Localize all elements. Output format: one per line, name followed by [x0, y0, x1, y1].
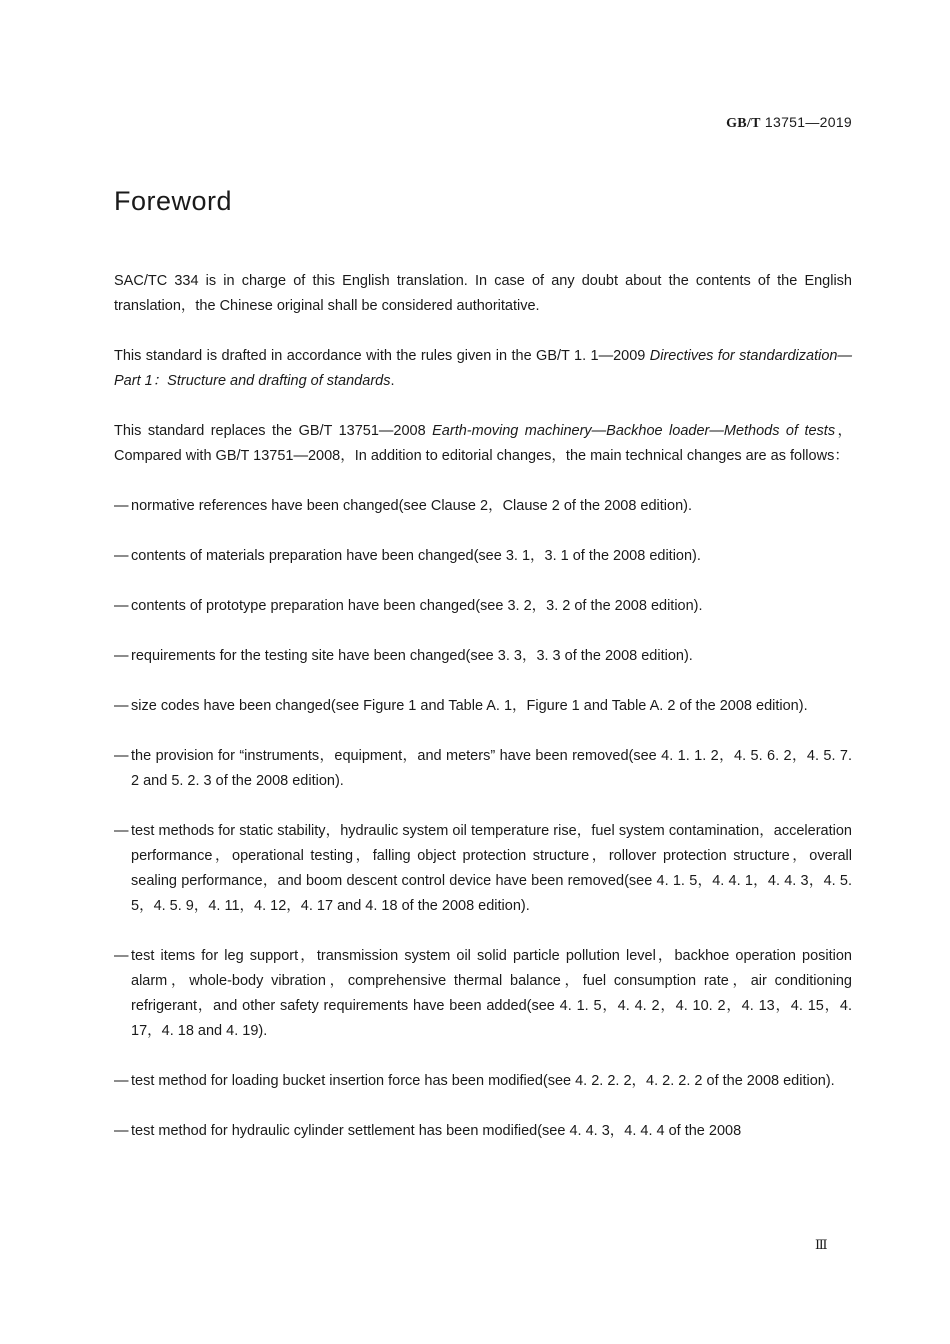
list-item-text: the provision for “instruments，equipment，and meters” have been removed(see 4. 1. 1. 2，4. 5. 6. 2，4. 5. 7. 2 and 5. 2. 3 of the 2008 edition).	[131, 748, 852, 789]
drafting-rules-text: This standard is drafted in accordance with the rules given in the GB/T 1. 1—2009	[114, 348, 650, 364]
list-dash: —	[114, 1123, 129, 1139]
page-title: Foreword	[114, 186, 233, 216]
list-item	[114, 744, 852, 794]
foreword-body	[114, 269, 852, 1144]
list-dash: —	[114, 748, 129, 764]
list-item	[114, 644, 852, 669]
translation-note-paragraph: SAC/TC 334 is in charge of this English translation. In case of any doubt about the contents of the English translation，the Chinese original shall be considered authoritative.	[114, 273, 852, 314]
list-dash: —	[114, 948, 129, 964]
list-item	[114, 494, 852, 519]
list-item-text: test methods for static stability，hydraulic system oil temperature rise，fuel system contamination，acceleration performance，operational testing，falling object protection structure，rollover protection structure，overall sealing performance，and boom descent control device have been removed(see 4. 1. 5，4. 4. 1，4. 4. 3，4. 5. 5，4. 5. 9，4. 11，4. 12，4. 17 and 4. 18 of the 2008 edition).	[131, 823, 852, 914]
list-item-text: size codes have been changed(see Figure 1 and Table A. 1，Figure 1 and Table A. 2 of the 2008 edition).	[131, 698, 808, 714]
standard-code-number: 13751—2019	[764, 114, 852, 130]
list-dash: —	[114, 698, 129, 714]
list-item-text: contents of prototype preparation have been changed(see 3. 2，3. 2 of the 2008 edition).	[131, 598, 703, 614]
list-item-text: contents of materials preparation have been changed(see 3. 1，3. 1 of the 2008 edition).	[131, 548, 701, 564]
drafting-rules-reference-title: Directives for standardization—Part 1：Structure and drafting of standards	[114, 348, 852, 389]
replacement-text: This standard replaces the GB/T 13751—2008	[114, 423, 433, 439]
list-item	[114, 1119, 852, 1144]
list-item	[114, 1069, 852, 1094]
replacement-paragraph	[114, 419, 852, 469]
standard-code-prefix: GB/T	[726, 116, 761, 131]
list-dash: —	[114, 1073, 129, 1089]
list-item	[114, 694, 852, 719]
drafting-rules-paragraph	[114, 344, 852, 394]
standard-code	[726, 114, 852, 132]
list-item	[114, 819, 852, 919]
list-item-text: normative references have been changed(see Clause 2，Clause 2 of the 2008 edition).	[131, 498, 693, 514]
list-item	[114, 594, 852, 619]
list-dash: —	[114, 823, 129, 839]
replacement-text-continued: ，Compared with GB/T 13751—2008，In addition to editorial changes，the main technical changes are as follows：	[114, 423, 853, 464]
list-dash: —	[114, 598, 129, 614]
list-item-text: test items for leg support，transmission system oil solid particle pollution level，backhoe operation position alarm，whole-body vibration，comprehensive thermal balance，fuel consumption rate，air conditioning refrigerant，and other safety requirements have been added(see 4. 1. 5，4. 4. 2，4. 10. 2，4. 13，4. 15，4. 17，4. 18 and 4. 19).	[131, 948, 852, 1039]
page-number: Ⅲ	[815, 1237, 828, 1252]
list-item-text: test method for hydraulic cylinder settlement has been modified(see 4. 4. 3，4. 4. 4 of the 2008	[131, 1123, 742, 1139]
list-item-text: requirements for the testing site have been changed(see 3. 3，3. 3 of the 2008 edition).	[131, 648, 693, 664]
list-item	[114, 944, 852, 1044]
list-item-text: test method for loading bucket insertion force has been modified(see 4. 2. 2. 2，4. 2. 2. 2 of the 2008 edition).	[131, 1073, 835, 1089]
list-dash: —	[114, 548, 129, 564]
list-dash: —	[114, 498, 129, 514]
drafting-rules-end: .	[390, 373, 395, 389]
replaced-standard-title: Earth-moving machinery—Backhoe loader—Methods of tests	[432, 423, 836, 439]
list-item	[114, 544, 852, 569]
list-dash: —	[114, 648, 129, 664]
